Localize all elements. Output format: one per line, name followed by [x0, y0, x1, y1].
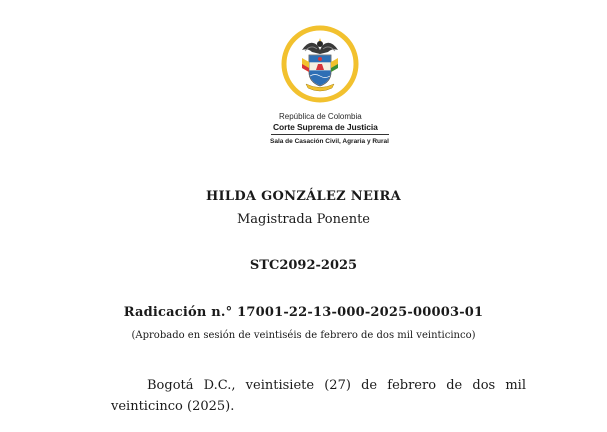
approval-note: (Aprobado en sesión de veintiséis de febrero de dos mil veinticinco)	[131, 330, 476, 341]
colombia-coat-of-arms-icon	[280, 24, 360, 104]
institution-header	[270, 112, 423, 146]
date-paragraph	[111, 375, 526, 417]
ruling-id: STC2092-2025	[249, 258, 358, 273]
chamber-name: Sala de Casación Civil, Agraria y Rural	[270, 138, 389, 145]
date-line-1: Bogotá D.C., veintisiete (27) de febrero de dos mil	[147, 378, 526, 393]
header-divider	[271, 134, 389, 135]
magistrate-name: HILDA GONZÁLEZ NEIRA	[205, 189, 402, 204]
country-label: República de Colombia	[279, 112, 362, 121]
magistrate-role: Magistrada Ponente	[236, 212, 370, 227]
radicacion-number: Radicación n.° 17001-22-13-000-2025-00003-01	[123, 305, 484, 320]
court-name: Corte Suprema de Justicia	[273, 122, 378, 132]
date-line-2: veinticinco (2025).	[111, 399, 235, 414]
